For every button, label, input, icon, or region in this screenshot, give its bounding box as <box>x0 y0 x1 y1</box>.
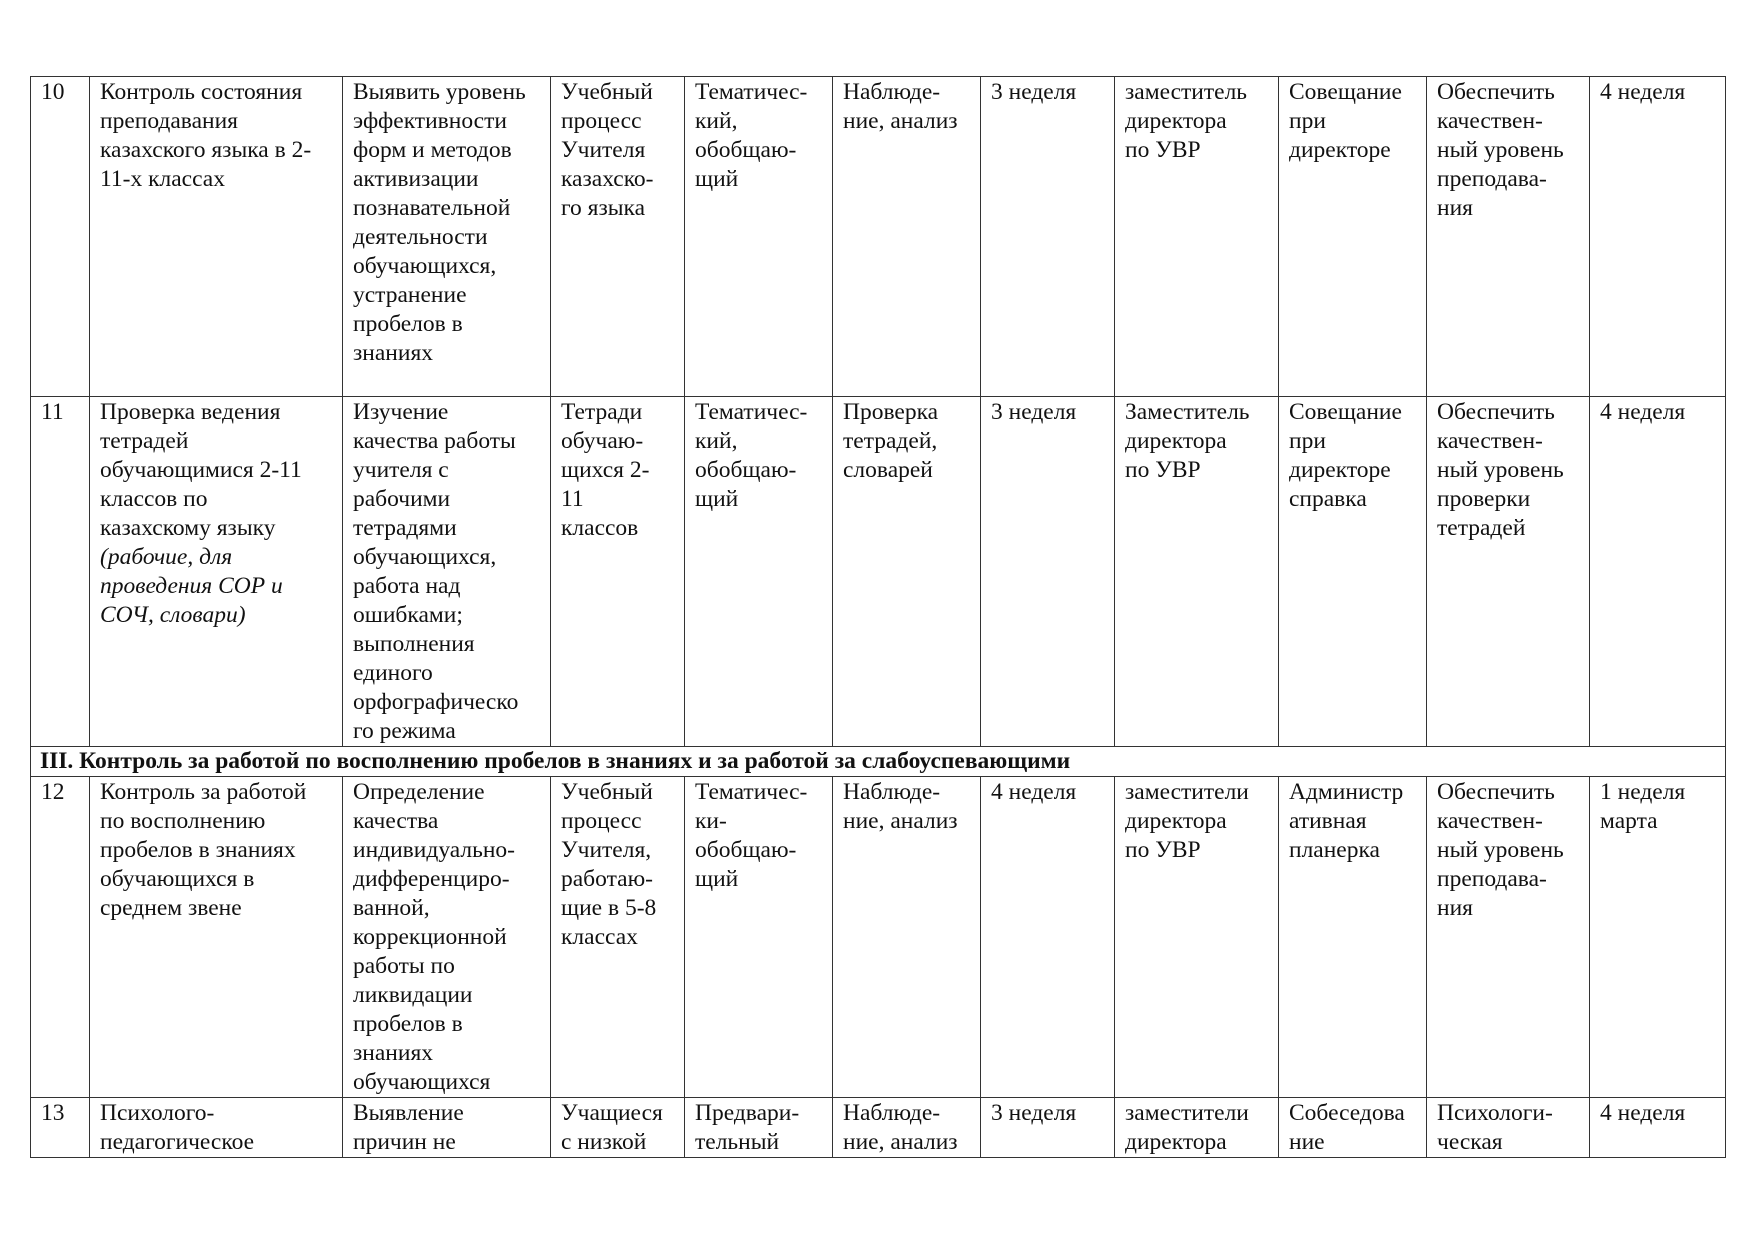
expected-result <box>1427 1098 1590 1158</box>
row-number-text: 13 <box>41 1100 65 1126</box>
follow-up-term: 4 неделя <box>1590 77 1726 397</box>
row-number: 10 <box>31 77 90 397</box>
row-number <box>31 1098 90 1158</box>
expected-result: Обеспечить качествен- ный уровень проверки тетрадей <box>1427 397 1590 747</box>
control-topic: Контроль состояния преподавания казахского языка в 2- 11-х классах <box>90 77 343 397</box>
control-type <box>685 1098 833 1158</box>
table-row <box>31 1098 1726 1158</box>
section-title: III. Контроль за работой по восполнению пробелов в знаниях и за работой за слабоуспевающими <box>31 747 1726 777</box>
control-object <box>551 1098 685 1158</box>
responsible: заместитель директора по УВР <box>1115 77 1279 397</box>
row-number: 12 <box>31 777 90 1098</box>
control-object: Учебный процесс Учителя, работаю- щие в 5-8 классах <box>551 777 685 1098</box>
expected-result-text: Психологи- ческая <box>1437 1100 1553 1155</box>
control-method: Проверка тетрадей, словарей <box>833 397 981 747</box>
review-place <box>1279 1098 1427 1158</box>
control-goal: Изучение качества работы учителя с рабочими тетрадями обучающихся, работа над ошибками; выполнения единого орфографическо го режима <box>343 397 551 747</box>
control-method-text: Наблюде- ние, анализ <box>843 1100 958 1155</box>
control-topic <box>90 1098 343 1158</box>
control-method: Наблюде- ние, анализ <box>833 77 981 397</box>
responsible: заместители директора по УВР <box>1115 777 1279 1098</box>
table-row <box>31 77 1726 397</box>
control-goal <box>343 1098 551 1158</box>
section-header-row <box>31 747 1726 777</box>
responsible-text: заместители директора <box>1125 1100 1249 1155</box>
control-term: 3 неделя <box>981 77 1115 397</box>
review-place: Совещание при директоре <box>1279 77 1427 397</box>
follow-up-term: 1 неделя марта <box>1590 777 1726 1098</box>
control-object-text: Учащиеся с низкой <box>561 1100 663 1155</box>
control-term-text: 3 неделя <box>991 1100 1077 1126</box>
control-topic-text: Психолого- педагогическое <box>100 1100 255 1155</box>
control-object: Тетради обучаю- щихся 2- 11 классов <box>551 397 685 747</box>
row-number: 11 <box>31 397 90 747</box>
control-term: 3 неделя <box>981 397 1115 747</box>
follow-up-term <box>1590 1098 1726 1158</box>
control-topic-text: Проверка ведения тетрадей обучающимися 2-11 классов по казахскому языку <box>100 399 302 541</box>
control-topic-note: (рабочие, для проведения СОР и СОЧ, словари) <box>100 544 283 628</box>
control-type: Тематичес- кий, обобщаю- щий <box>685 77 833 397</box>
control-topic: Контроль за работой по восполнению пробелов в знаниях обучающихся в среднем звене <box>90 777 343 1098</box>
control-type: Тематичес- кий, обобщаю- щий <box>685 397 833 747</box>
review-place: Администр ативная планерка <box>1279 777 1427 1098</box>
table-row <box>31 397 1726 747</box>
control-type-text: Предвари- тельный <box>695 1100 800 1155</box>
expected-result: Обеспечить качествен- ный уровень преподава- ния <box>1427 77 1590 397</box>
expected-result: Обеспечить качествен- ный уровень преподава- ния <box>1427 777 1590 1098</box>
follow-up-term: 4 неделя <box>1590 397 1726 747</box>
control-term: 4 неделя <box>981 777 1115 1098</box>
control-object: Учебный процесс Учителя казахско- го языка <box>551 77 685 397</box>
control-method: Наблюде- ние, анализ <box>833 777 981 1098</box>
follow-up-term-text: 4 неделя <box>1600 1100 1686 1126</box>
responsible: Заместитель директора по УВР <box>1115 397 1279 747</box>
review-place: Совещание при директоре справка <box>1279 397 1427 747</box>
responsible <box>1115 1098 1279 1158</box>
control-goal: Определение качества индивидуально- дифференциро- ванной, коррекционной работы по ликвидации пробелов в знаниях обучающихся <box>343 777 551 1098</box>
control-plan-table <box>30 76 1726 1158</box>
control-goal: Выявить уровень эффективности форм и методов активизации познавательной деятельности обучающихся, устранение пробелов в знаниях <box>343 77 551 397</box>
control-method <box>833 1098 981 1158</box>
control-goal-text: Выявление причин не <box>353 1100 464 1155</box>
control-term <box>981 1098 1115 1158</box>
control-topic <box>90 397 343 747</box>
control-type: Тематичес- ки- обобщаю- щий <box>685 777 833 1098</box>
review-place-text: Собеседова ние <box>1289 1100 1405 1155</box>
table-row <box>31 777 1726 1098</box>
